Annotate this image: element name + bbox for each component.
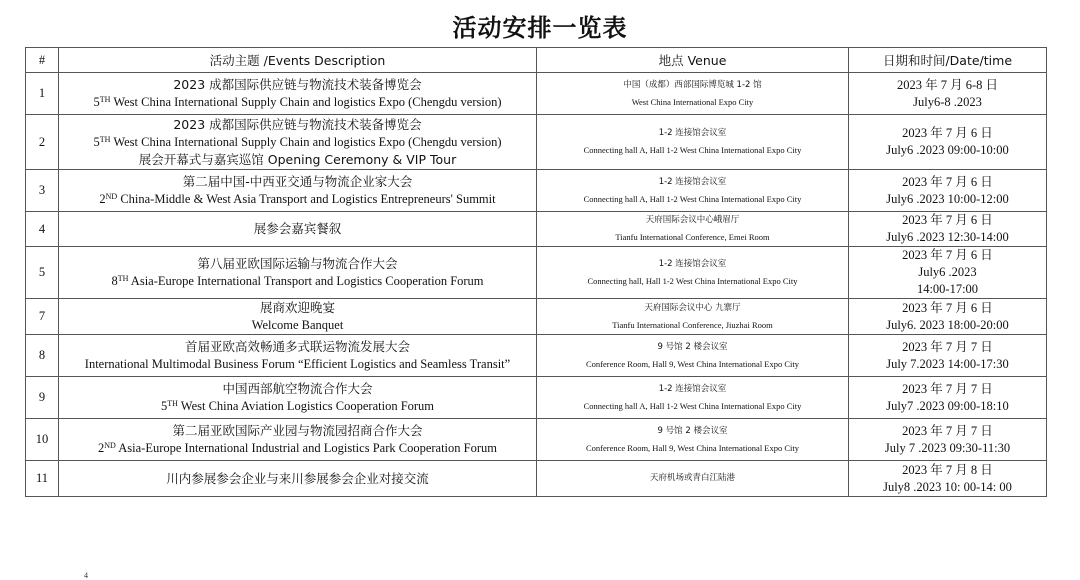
row-number: 11 <box>26 461 59 497</box>
event-line <box>61 380 534 398</box>
venue-line: 9 号馆 2 楼会议室 <box>657 425 728 436</box>
row-number: 1 <box>26 73 59 115</box>
ordinal-number: 5 <box>160 399 168 413</box>
datetime-cell <box>849 335 1047 377</box>
datetime-line: 2023 年 7 月 8 日 <box>902 462 993 477</box>
event-description <box>59 247 537 299</box>
ordinal-suffix: TH <box>167 399 178 408</box>
ordinal-number: 8 <box>111 274 118 288</box>
datetime-cell <box>849 115 1047 170</box>
event-line <box>61 273 534 290</box>
row-number: 2 <box>26 115 59 170</box>
event-description <box>59 115 537 170</box>
venue-line: 1-2 连接馆会议室 <box>658 258 727 269</box>
venue-cell <box>537 212 849 247</box>
event-description <box>59 299 537 335</box>
event-description <box>59 335 537 377</box>
venue-cell <box>537 247 849 299</box>
table-row <box>26 247 1047 299</box>
event-description <box>59 419 537 461</box>
table-row <box>26 73 1047 115</box>
table-body <box>26 73 1047 497</box>
venue-cell <box>537 299 849 335</box>
datetime-cell <box>849 299 1047 335</box>
venue-line: Connecting hall A, Hall 1-2 West China International Expo City <box>583 400 802 411</box>
table-row <box>26 419 1047 461</box>
event-line <box>61 191 534 208</box>
event-text: Asia-Europe International Transport and Logistics Cooperation Forum <box>128 274 484 288</box>
row-number: 9 <box>26 377 59 419</box>
venue-line: West China International Expo City <box>631 96 754 107</box>
datetime-line: July8 .2023 10: 00-14: 00 <box>883 479 1012 494</box>
datetime-line: 2023 年 7 月 7 日 <box>902 381 993 396</box>
venue-line: Connecting hall A, Hall 1-2 West China International Expo City <box>583 145 802 155</box>
venue-line: 天府国际会议中心 九寨厅 <box>644 302 741 313</box>
event-text: 第二届亚欧国际产业园与物流园招商合作大会 <box>172 423 423 438</box>
row-number: 10 <box>26 419 59 461</box>
datetime-line: 2023 年 7 月 6 日 <box>902 126 993 140</box>
event-line <box>61 440 534 457</box>
venue-cell <box>537 377 849 419</box>
event-line <box>61 338 534 356</box>
event-text: 展会开幕式与嘉宾巡馆 Opening Ceremony & VIP Tour <box>138 151 457 167</box>
datetime-line: July6 .2023 12:30-14:00 <box>886 230 1009 244</box>
header-venue: 地点 Venue <box>537 48 849 73</box>
header-number: # <box>26 48 59 73</box>
event-line <box>61 134 534 151</box>
table-row <box>26 377 1047 419</box>
event-line <box>61 220 534 238</box>
table-row <box>26 299 1047 335</box>
datetime-line: July6 .2023 <box>918 265 977 279</box>
datetime-line: July6-8 .2023 <box>913 94 982 109</box>
datetime-line: 2023 年 7 月 6 日 <box>902 248 993 262</box>
datetime-line: 2023 年 7 月 6 日 <box>902 174 993 189</box>
row-number: 7 <box>26 299 59 335</box>
venue-line: 天府机场或青白江陆港 <box>649 473 735 483</box>
event-line <box>61 299 534 317</box>
datetime-line: July 7.2023 14:00-17:30 <box>886 356 1009 371</box>
ordinal-number: 2 <box>98 441 105 455</box>
table-row <box>26 461 1047 497</box>
venue-line: 1-2 连接馆会议室 <box>658 383 727 394</box>
event-line <box>61 422 534 440</box>
event-text: International Multimodal Business Forum “Efficient Logistics and Seamless Transit” <box>84 357 511 371</box>
event-description <box>59 170 537 212</box>
event-text: 第二届中国-中西亚交通与物流企业家大会 <box>182 174 413 189</box>
ordinal-suffix: TH <box>99 95 111 104</box>
row-number: 5 <box>26 247 59 299</box>
event-line <box>61 151 534 169</box>
event-text: 2023 成都国际供应链与物流技术装备博览会 <box>173 116 422 132</box>
row-number: 3 <box>26 170 59 212</box>
event-text: Asia-Europe International Industrial and Logistics Park Cooperation Forum <box>115 441 497 455</box>
event-text: 首届亚欧高效畅通多式联运物流发展大会 <box>184 339 410 354</box>
venue-line: Conference Room, Hall 9, West China International Expo City <box>585 358 800 369</box>
event-text: 第八届亚欧国际运输与物流合作大会 <box>197 256 398 271</box>
venue-line: Connecting hall A, Hall 1-2 West China International Expo City <box>583 193 802 204</box>
datetime-line: July6 .2023 10:00-12:00 <box>886 191 1009 206</box>
event-text: Welcome Banquet <box>251 318 344 332</box>
venue-cell <box>537 170 849 212</box>
venue-line: 天府国际会议中心峨眉厅 <box>645 215 740 225</box>
datetime-line: 14:00-17:00 <box>916 282 979 296</box>
event-text: China-Middle & West Asia Transport and Logistics Entrepreneurs' Summit <box>117 192 496 206</box>
ordinal-suffix: TH <box>99 134 111 144</box>
datetime-line: 2023 年 7 月 6 日 <box>902 213 993 227</box>
row-number: 8 <box>26 335 59 377</box>
datetime-line: 2023 年 7 月 7 日 <box>902 339 993 354</box>
event-text: West China International Supply Chain and logistics Expo (Chengdu version) <box>110 95 502 109</box>
event-line <box>61 116 534 134</box>
datetime-line: 2023 年 7 月 7 日 <box>902 423 993 438</box>
venue-line: 1-2 连接馆会议室 <box>658 176 727 187</box>
ordinal-number: 5 <box>93 134 100 149</box>
table-header-row <box>26 48 1047 73</box>
event-text: 中国西部航空物流合作大会 <box>222 381 373 396</box>
venue-line: Connecting hall, Hall 1-2 West China International Expo City <box>587 275 798 286</box>
table-row <box>26 115 1047 170</box>
event-line <box>61 255 534 273</box>
venue-line: Conference Room, Hall 9, West China International Expo City <box>585 442 800 453</box>
venue-line: Tianfu International Conference, Jiuzhai Room <box>612 319 773 330</box>
event-text: West China International Supply Chain and logistics Expo (Chengdu version) <box>110 134 502 149</box>
datetime-cell <box>849 170 1047 212</box>
table-row <box>26 170 1047 212</box>
event-line <box>61 317 534 334</box>
ordinal-suffix: ND <box>105 192 118 201</box>
datetime-line: July7 .2023 09:00-18:10 <box>886 398 1009 413</box>
venue-line: Tianfu International Conference, Emei Room <box>615 232 770 242</box>
event-text: 展参会嘉宾餐叙 <box>253 221 342 236</box>
event-description <box>59 212 537 247</box>
datetime-cell <box>849 73 1047 115</box>
datetime-cell <box>849 419 1047 461</box>
header-event: 活动主题 /Events Description <box>59 48 537 73</box>
table-row <box>26 335 1047 377</box>
venue-cell <box>537 335 849 377</box>
event-text: 2023 成都国际供应链与物流技术装备博览会 <box>173 77 422 92</box>
ordinal-suffix: ND <box>104 441 116 450</box>
event-text: 展商欢迎晚宴 <box>259 300 335 315</box>
datetime-line: July6 .2023 09:00-10:00 <box>886 143 1009 157</box>
event-line <box>61 76 534 94</box>
page-title: 活动安排一览表 <box>452 14 628 42</box>
venue-line: 9 号馆 2 楼会议室 <box>657 341 728 352</box>
event-line <box>61 470 534 488</box>
venue-cell <box>537 419 849 461</box>
event-line <box>61 173 534 191</box>
ordinal-number: 2 <box>99 192 106 206</box>
venue-cell <box>537 115 849 170</box>
datetime-cell <box>849 212 1047 247</box>
table-row <box>26 212 1047 247</box>
header-datetime: 日期和时间/Date/time <box>849 48 1047 73</box>
ordinal-suffix: TH <box>117 274 129 283</box>
event-line <box>61 398 534 415</box>
datetime-cell <box>849 247 1047 299</box>
schedule-table <box>25 47 1047 497</box>
datetime-line: 2023 年 7 月 6 日 <box>902 300 993 315</box>
event-line <box>61 94 534 111</box>
event-description <box>59 73 537 115</box>
datetime-cell <box>849 461 1047 497</box>
venue-line: 1-2 连接馆会议室 <box>658 128 727 138</box>
venue-cell <box>537 461 849 497</box>
event-line <box>61 356 534 373</box>
event-text: 川内参展参会企业与来川参展参会企业对接交流 <box>166 470 429 486</box>
datetime-line: 2023 年 7 月 6-8 日 <box>896 77 999 92</box>
event-text: West China Aviation Logistics Cooperation Forum <box>177 399 435 413</box>
row-number: 4 <box>26 212 59 247</box>
event-description <box>59 461 537 497</box>
ordinal-number: 5 <box>93 95 100 109</box>
venue-cell <box>537 73 849 115</box>
datetime-line: July6. 2023 18:00-20:00 <box>886 317 1009 332</box>
datetime-line: July 7 .2023 09:30-11:30 <box>884 440 1011 455</box>
venue-line: 中国（成都）西部国际博览城 1-2 馆 <box>623 79 762 90</box>
datetime-cell <box>849 377 1047 419</box>
page-mark: 4 <box>84 571 88 580</box>
event-description <box>59 377 537 419</box>
